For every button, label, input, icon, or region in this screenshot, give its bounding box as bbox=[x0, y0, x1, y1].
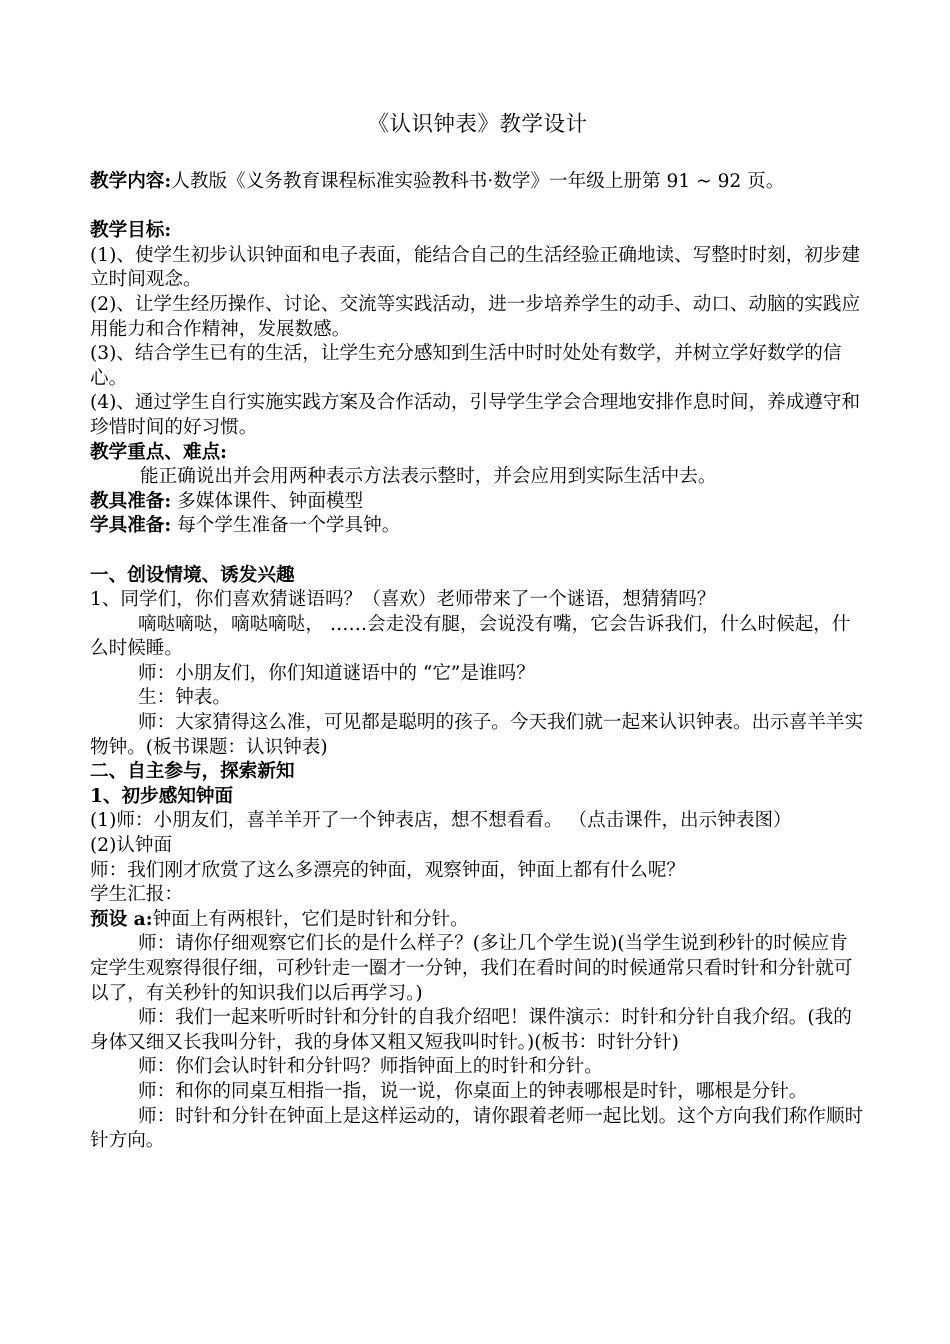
teacher-tools bbox=[90, 490, 865, 515]
student-tools-text: 每个学生准备一个学具钟。 bbox=[177, 515, 401, 537]
key-points-heading: 教学重点、难点: bbox=[90, 441, 228, 463]
teacher-tools-label: 教具准备: bbox=[90, 490, 172, 512]
teacher-tools-text: 多媒体课件、钟面模型 bbox=[177, 490, 364, 512]
student-tools-label: 学具准备: bbox=[90, 515, 172, 537]
preset-a bbox=[90, 908, 865, 933]
section-2-paragraph: 师：我们一起来听听时针和分针的自我介绍吧！课件演示：时针和分针自我介绍。(我的身体又细又长我叫分针，我的身体又粗又短我叫时针。)(板书：时针分针) bbox=[90, 1007, 852, 1053]
section-2-paragraph: 师：你们会认时针和分针吗？师指钟面上的时针和分针。 bbox=[138, 1056, 603, 1078]
section-2-paragraph: (1)师：小朋友们，喜羊羊开了一个钟表店，想不想看看。 （点击课件，出示钟表图） bbox=[90, 810, 792, 832]
section-2-paragraph: (2)认钟面 bbox=[90, 835, 173, 857]
section-2-paragraph: 师：请你仔细观察它们长的是什么样子？(多让几个学生说)(当学生说到秒针的时候应肯定学生观察得很仔细，可秒针走一圈才一分钟，我们在看时间的时候通常只看时针和分针就可以了，有关秒针的知识我们以后再学习。) bbox=[90, 933, 853, 1004]
section-2-paragraph: 师：时针和分针在钟面上是这样运动的，请你跟着老师一起比划。这个方向我们称作顺时针方向。 bbox=[90, 1105, 864, 1152]
student-tools bbox=[90, 514, 865, 539]
section-2-subheading: 1、初步感知钟面 bbox=[90, 785, 234, 807]
teaching-content bbox=[90, 170, 865, 195]
teaching-content-text: 人教版《义务教育课程标准实验教科书·数学》一年级上册第 91 ~ 92 页。 bbox=[171, 171, 785, 192]
teacher-question: 师：小朋友们，你们知道谜语中的 “它”是谁吗？ bbox=[138, 662, 535, 684]
key-points-text: 能正确说出并会用两种表示方法表示整时，并会应用到实际生活中去。 bbox=[140, 466, 717, 488]
preset-a-label: 预设 a: bbox=[90, 908, 153, 930]
teacher-praise: 师：大家猜得这么准，可见都是聪明的孩子。今天我们就一起来认识钟表。出示喜羊羊实物钟。(板书课题：认识钟表) bbox=[90, 712, 864, 758]
student-answer: 生：钟表。 bbox=[138, 687, 231, 709]
section-2-paragraph: 师：和你的同桌互相指一指，说一说，你桌面上的钟表哪根是时针，哪根是分针。 bbox=[138, 1080, 808, 1102]
document-title: 《认识钟表》教学设计 bbox=[367, 112, 588, 137]
spacer bbox=[90, 539, 865, 564]
goal-item: (3)、结合学生已有的生活，让学生充分感知到生活中时时处处有数学，并树立学好数学的信心。 bbox=[90, 343, 842, 389]
goal-item: (1)、使学生初步认识钟面和电子表面，能结合自己的生活经验正确地读、写整时时刻，初步建立时间观念。 bbox=[90, 244, 861, 291]
riddle-text: 嘀哒嘀哒，嘀哒嘀哒， ……会走没有腿，会说没有嘴，它会告诉我们，什么时候起，什么时候睡。 bbox=[90, 613, 851, 660]
teaching-content-label: 教学内容: bbox=[90, 171, 172, 192]
section-2-paragraph: 学生汇报： bbox=[90, 884, 183, 906]
section-2-paragraph: 师：我们刚才欣赏了这么多漂亮的钟面，观察钟面，钟面上都有什么呢？ bbox=[90, 859, 686, 881]
spacer bbox=[90, 195, 865, 220]
preset-a-text: 钟面上有两根针，它们是时针和分针。 bbox=[152, 908, 469, 930]
section-2-heading: 二、自主参与，探索新知 bbox=[90, 761, 295, 783]
goal-item: (4)、通过学生自行实施实践方案及合作活动，引导学生学会合理地安排作息时间，养成遵守和珍惜时间的好习惯。 bbox=[90, 392, 861, 438]
document-body bbox=[90, 108, 865, 1154]
goal-item: (2)、让学生经历操作、讨论、交流等实践活动，进一步培养学生的动手、动口、动脑的实践应用能力和合作精神，发展数感。 bbox=[90, 293, 861, 340]
section-1-heading: 一、创设情境、诱发兴趣 bbox=[90, 564, 295, 586]
goals-heading: 教学目标: bbox=[90, 220, 172, 242]
section-1-line: 1、同学们，你们喜欢猜谜语吗？（喜欢）老师带来了一个谜语，想猜猜吗？ bbox=[90, 589, 716, 611]
